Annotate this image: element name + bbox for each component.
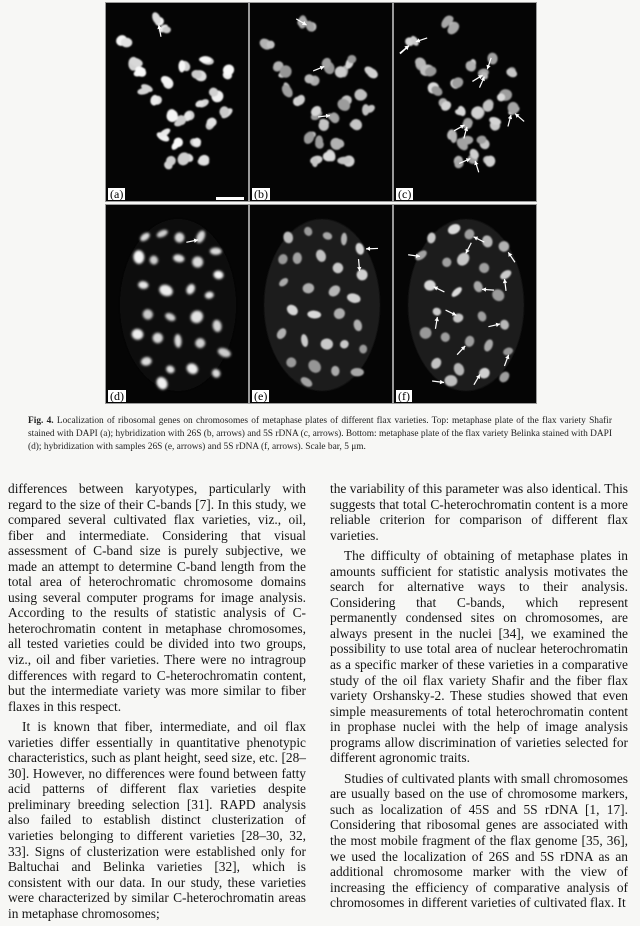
chromosome-image-e (250, 205, 393, 404)
scale-bar (216, 197, 244, 200)
caption-text: Localization of ribosomal genes on chromosomes of metaphase plates of different flax varieties. Top: metaphase plate of the flax variety Shafir stained with DAPI (a); hybridization with 26S (b, arrows) and 5S rDNA (c, arrows). Bottom: metaphase plate of the flax variety Belinka stained with DAPI (d); hybridization with samples 26S (e, arrows) and 5S rDNA (f, arrows). Scale bar, 5 μm. (28, 416, 612, 452)
micrograph-panel-b (249, 2, 393, 202)
arrow-marker (416, 38, 427, 43)
arrow-marker (472, 75, 482, 81)
chromosome (487, 52, 498, 65)
chromosome-blobs (114, 11, 236, 171)
chromosome (348, 117, 364, 133)
chromosome-image-b (250, 3, 393, 202)
micrograph-panel-e (249, 204, 393, 404)
panel-label: (f) (396, 390, 412, 402)
paragraph: the variability of this parameter was also identical. This suggests that total C-heterochromatin content is a more reliable criterion for comparison of different flax varieties. (330, 481, 628, 543)
chromosome (167, 110, 178, 122)
chromosome-blobs (404, 14, 521, 170)
paragraph: The difficulty of obtaining of metaphase plates in amounts sufficient for statistic analysis motivates the search for alternative ways to their analysis. Considering that C-bands, which represent permanently condensed sites on chromosomes, are always present in the nuclei [34], we examined the possibility to use total area of nuclear heterochromatin as a specific marker of these varieties in a comparative study of the oil flax variety Shafir and the fiber flax variety Orshansky-2. These studies showed that even simple measurements of total heterochromatin content in prophase nuclei with the help of image analysis programs allow discrimination of varieties selected for different agronomic traits. (330, 548, 628, 766)
panel-label: (c) (396, 188, 413, 200)
nucleus-halo (120, 219, 236, 391)
figure-caption (28, 415, 612, 454)
figure-4 (105, 2, 537, 404)
chromosome (347, 55, 356, 63)
panel-label: (b) (252, 188, 270, 200)
paragraph: Studies of cultivated plants with small chromosomes are usually based on the use of chromosome markers, such as localization of 45S and 5S rDNA [1, 17]. Considering that ribosomal genes are associated with the most mobile fragment of the flax genome [35, 36], we used the localization of 26S and 5S rDNA as an additional chromosome marker with the view of increasing the efficiency of comparative analysis of chromosomes in different varieties of cultivated flax. It (330, 771, 628, 911)
chromosome (450, 130, 457, 143)
arrow-marker (474, 161, 478, 172)
chromosome-image-f (394, 205, 537, 404)
chromosome (362, 104, 370, 116)
caption-label: Fig. 4. (28, 416, 54, 426)
arrow-marker (508, 115, 512, 127)
chromosome-blobs (258, 15, 380, 168)
chromosome (175, 150, 192, 167)
right-text-column (330, 481, 628, 916)
chromosome-image-a (106, 3, 249, 202)
chromosome-image-d (106, 205, 249, 404)
chromosome (450, 75, 465, 90)
micrograph-panel-d (105, 204, 249, 404)
chromosome (280, 83, 295, 100)
chromosome (463, 59, 478, 74)
paragraph: It is known that fiber, intermediate, and oil flax varieties differ essentially in quantitative phenotypic characteristics, such as plant height, seed size, etc. [28–30]. However, no differences were found between fatty acid patterns of different flax varieties despite preliminary breeding selection [31]. RAPD analysis also failed to establish distinct clusterization of varieties belonging to different varieties [28–30, 32, 33]. Signs of clusterization were established only for Baltuchai and Belinka varieties [32], which is consistent with our data. In our study, these varieties were characterized by similar C-heterochromatin areas in metaphase chromosomes; (8, 719, 306, 921)
panel-label: (a) (108, 188, 125, 200)
panel-label: (e) (252, 390, 269, 402)
arrow-marker (400, 46, 409, 54)
chromosome-image-c (394, 3, 537, 202)
micrograph-panel-f (393, 204, 537, 404)
chromosome (354, 88, 367, 101)
micrograph-panel-a (105, 2, 249, 202)
micrograph-panel-c (393, 2, 537, 202)
panel-label: (d) (108, 390, 126, 402)
arrow-marker (515, 114, 524, 122)
paragraph: differences between karyotypes, particularly with regard to the size of their C-bands [7]. In this study, we compared several cultivated flax varieties, viz., oil, fiber and intermediate. Considering that visual assessment of C-band size is purely subjective, we made an attempt to determine C-band length from the total area of heterochromatic chromosome domains using several computer programs for image analysis. According to the results of statistic analysis of C-heterochromatin content in metaphase chromosomes, all tested varieties could be divided into two groups, viz., oil and fiber varieties. There were no intragroup differences with regard to C-heterochromatin content, but the intermediate variety was more similar to fiber flaxes in this respect. (8, 481, 306, 714)
chromosome (197, 154, 211, 167)
arrow-marker (313, 66, 324, 71)
arrow-marker (366, 247, 378, 251)
chromosome (304, 74, 314, 83)
arrow-marker (454, 125, 464, 131)
left-text-column (8, 481, 306, 926)
chromosome (191, 136, 203, 148)
nucleus-halo (264, 219, 380, 391)
